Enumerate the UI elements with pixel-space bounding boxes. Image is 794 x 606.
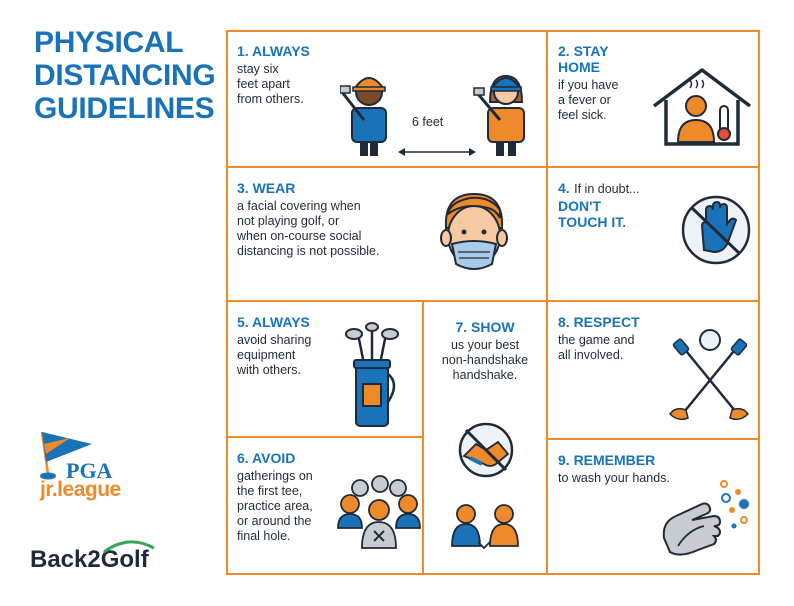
guideline-6 [226, 436, 424, 575]
body-line: not playing golf, or [237, 214, 340, 228]
back2golf-wordmark: Back2Golf [30, 546, 149, 573]
guidelines-grid [226, 30, 760, 575]
guideline-1-heading: 1. ALWAYS [237, 43, 310, 59]
body-line: when on-course social [237, 229, 362, 243]
swoosh-icon [102, 538, 156, 554]
title-line-1: PHYSICAL [34, 26, 184, 59]
guideline-4-heading [558, 180, 639, 230]
heading-line: HOME [558, 59, 600, 75]
guideline-5-body [237, 333, 311, 378]
body-line: final hole. [237, 529, 291, 543]
guideline-2-body [558, 78, 618, 123]
guideline-9-heading: 9. REMEMBER [558, 452, 656, 468]
heading-line: TOUCH IT. [558, 214, 627, 230]
body-line: distancing is not possible. [237, 244, 380, 258]
body-line: handshake. [452, 368, 518, 382]
body-line: feet apart [237, 77, 290, 91]
body-line: gatherings on [237, 469, 313, 483]
body-line: with others. [237, 363, 301, 377]
guideline-9-body [558, 471, 670, 486]
body-line: practice area, [237, 499, 313, 513]
distance-label: 6 feet [412, 115, 444, 129]
guideline-3-heading: 3. WEAR [237, 180, 296, 196]
golfers-distance-icon [340, 58, 540, 160]
guideline-9 [546, 438, 760, 575]
back2golf-logo [30, 546, 149, 574]
guideline-5 [226, 300, 424, 438]
body-line: a facial covering when [237, 199, 361, 213]
heading-line: 2. STAY [558, 43, 609, 59]
no-crowd-icon [336, 472, 422, 552]
body-line: or around the [237, 514, 312, 528]
guideline-7-heading: 7. SHOW [455, 319, 515, 335]
pga-jr-league-logo [34, 428, 184, 508]
guideline-6-body [237, 469, 313, 544]
body-line: equipment [237, 348, 296, 362]
guideline-3-body [237, 199, 379, 259]
guideline-8-heading: 8. RESPECT [558, 314, 640, 330]
guideline-8-body [558, 333, 634, 363]
guideline-7-body [424, 338, 546, 383]
title-line-2: DISTANCING [34, 59, 216, 92]
jr-league-wordmark: jr.league [40, 478, 121, 501]
golf-bag-icon [340, 322, 404, 430]
body-line: to wash your hands. [558, 471, 670, 485]
guideline-8 [546, 300, 760, 440]
guideline-3 [226, 166, 548, 302]
guideline-4 [546, 166, 760, 302]
body-line: us your best [450, 338, 520, 352]
heading-line: DON'T [558, 198, 601, 214]
hand-wash-icon [658, 476, 754, 566]
house-fever-icon [650, 66, 754, 148]
guideline-7 [422, 300, 548, 575]
body-line: avoid sharing [237, 333, 312, 347]
page-title [34, 26, 224, 125]
body-line: all involved. [558, 348, 624, 362]
body-line: the first tee, [237, 484, 303, 498]
guideline-1-body [237, 62, 304, 107]
pga-wordmark: PGA [66, 458, 113, 483]
heading-lead: If in doubt... [574, 182, 640, 196]
body-line: if you have [558, 78, 619, 92]
title-line-3: GUIDELINES [34, 92, 215, 125]
heading-number: 4. [558, 180, 570, 196]
no-handshake-icon [446, 420, 526, 560]
guideline-6-heading: 6. AVOID [237, 450, 296, 466]
guideline-2 [546, 30, 760, 168]
body-line: feel sick. [558, 108, 607, 122]
body-line: non-handshake [441, 353, 529, 367]
body-line: stay six [237, 62, 279, 76]
guideline-5-heading: 5. ALWAYS [237, 314, 310, 330]
guideline-2-heading [558, 43, 609, 75]
no-touch-hand-icon [680, 194, 752, 266]
body-line: from others. [237, 92, 304, 106]
face-mask-icon [434, 190, 514, 280]
crossed-clubs-icon [666, 326, 752, 424]
body-line: the game and [558, 333, 635, 347]
guideline-1 [226, 30, 548, 168]
body-line: a fever or [558, 93, 611, 107]
